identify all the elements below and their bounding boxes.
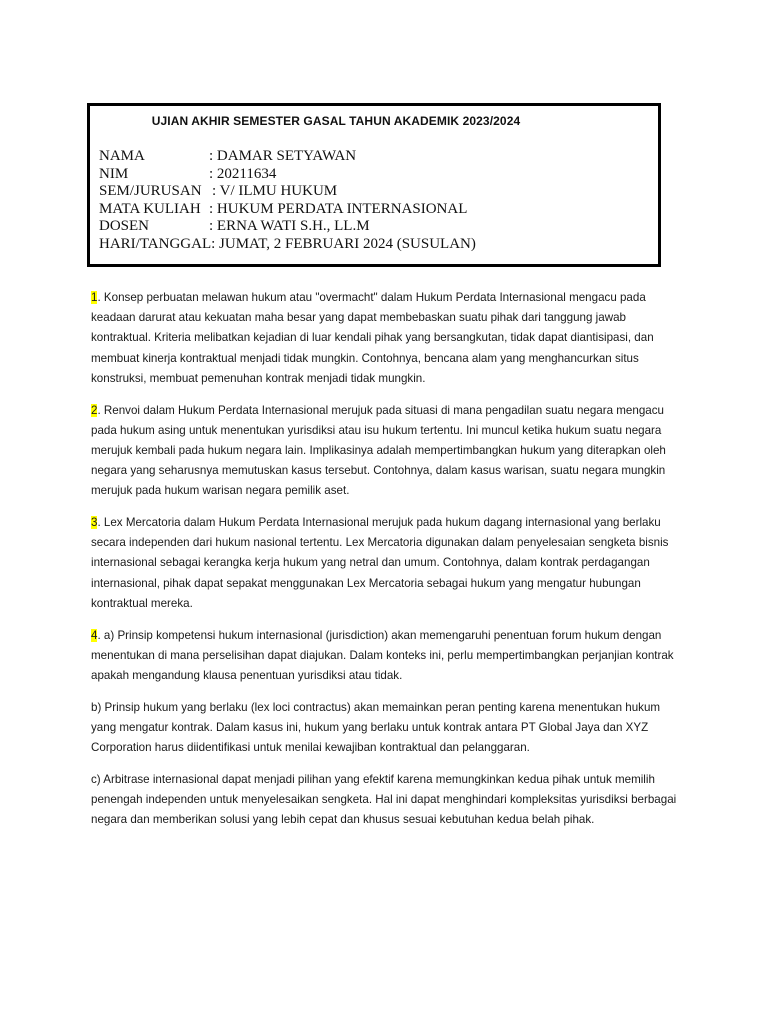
info-label: SEM/JURUSAN — [99, 183, 202, 200]
student-info — [99, 148, 476, 254]
info-label: HARI/TANGGAL — [99, 235, 212, 252]
answer-separator: . — [97, 516, 101, 530]
info-label: MATA KULIAH — [99, 200, 201, 217]
info-label: NIM — [99, 165, 129, 182]
answer-4c — [91, 770, 681, 831]
answer-separator: . — [97, 403, 101, 417]
info-value: : V/ ILMU HUKUM — [212, 183, 338, 200]
answer-number: 3 — [91, 516, 98, 530]
info-row-sem-jurusan — [99, 183, 476, 201]
info-label: NAMA — [99, 148, 145, 164]
info-label: DOSEN — [99, 218, 150, 235]
answer-4a — [91, 626, 681, 687]
answer-text: b) Prinsip hukum yang berlaku (lex loci contractus) akan memainkan peran penting karena menentukan hukum yang mengatur kontrak. Dalam kasus ini, hukum yang berlaku untuk kontrak antara PT Global Jaya dan XYZ Corporation harus diidentifikasi untuk menilai kewajiban kontraktual dan pelanggaran. — [91, 700, 661, 755]
answer-text: Lex Mercatoria dalam Hukum Perdata Internasional merujuk pada hukum dagang internasional yang berlaku secara independen dari hukum nasional tertentu. Lex Mercatoria digunakan dalam penyelesaian sengketa bisnis internasional sebagai kerangka kerja hukum yang netral dan umum. Contohnya, dalam kontrak perdagangan internasional, pihak dapat sepakat menggunakan Lex Mercatoria sebagai hukum yang mengatur hubungan kontraktual mereka. — [91, 516, 669, 610]
info-row-nama — [99, 148, 476, 166]
answer-number: 4 — [91, 628, 98, 642]
info-row-nim — [99, 166, 476, 184]
answer-4b — [91, 698, 681, 759]
answer-separator: . — [97, 291, 101, 304]
info-row-hari-tanggal — [99, 236, 476, 254]
answer-1 — [91, 288, 681, 389]
answer-3 — [91, 513, 681, 614]
info-value: : 20211634 — [209, 165, 277, 182]
answer-number: 2 — [91, 403, 98, 417]
info-value: : DAMAR SETYAWAN — [209, 148, 357, 164]
answers-section — [91, 288, 681, 842]
answer-2 — [91, 401, 681, 502]
info-row-dosen — [99, 218, 476, 236]
info-value: : HUKUM PERDATA INTERNASIONAL — [209, 200, 468, 217]
answer-text: c) Arbitrase internasional dapat menjadi pilihan yang efektif karena memungkinkan kedua pihak untuk memilih penengah independen untuk menyelesaikan sengketa. Hal ini dapat menghindari kompleksitas yurisdiksi berbagai negara dan memberikan solusi yang lebih cepat dan khusus sesuai kebutuhan kedua belah pihak. — [91, 772, 677, 827]
answer-text: a) Prinsip kompetensi hukum internasional (jurisdiction) akan memengaruhi penentuan forum hukum dengan menentukan di mana perselisihan dapat diajukan. Dalam konteks ini, perlu mempertimbangkan perjanjian kontrak apakah mengandung klausa penentuan yurisdiksi atau tidak. — [91, 628, 674, 682]
exam-header-box — [87, 103, 661, 267]
answer-separator: . — [97, 628, 101, 642]
info-row-mata-kuliah — [99, 201, 476, 219]
info-value: : JUMAT, 2 FEBRUARI 2024 (SUSULAN) — [211, 235, 476, 252]
info-value: : ERNA WATI S.H., LL.M — [209, 218, 370, 235]
answer-text: Renvoi dalam Hukum Perdata Internasional merujuk pada situasi di mana pengadilan suatu negara mengacu pada hukum asing untuk menentukan yurisdiksi atau isu hukum tertentu. Ini muncul ketika hukum suatu negara merujuk kembali pada hukum negara lain. Implikasinya adalah mempertimbangkan hukum yang diterapkan oleh negara yang seharusnya memutuskan kasus tersebut. Contohnya, dalam kasus warisan, suatu negara mungkin merujuk pada hukum warisan negara pemilik aset. — [91, 403, 666, 498]
exam-title: UJIAN AKHIR SEMESTER GASAL TAHUN AKADEMIK 2023/2024 — [151, 114, 521, 128]
answer-number: 1 — [91, 291, 98, 304]
answer-text: Konsep perbuatan melawan hukum atau "overmacht" dalam Hukum Perdata Internasional mengacu pada keadaan darurat atau kekuatan maha besar yang dapat membebaskan suatu pihak dari tanggung jawab kontraktual. Kriteria melibatkan kejadian di luar kendali pihak yang bersangkutan, tidak dapat diantisipasi, dan membuat kinerja kontraktual menjadi tidak mungkin. Contohnya, bencana alam yang menghancurkan situs konstruksi, membuat pemenuhan kontrak menjadi tidak mungkin. — [91, 291, 654, 385]
